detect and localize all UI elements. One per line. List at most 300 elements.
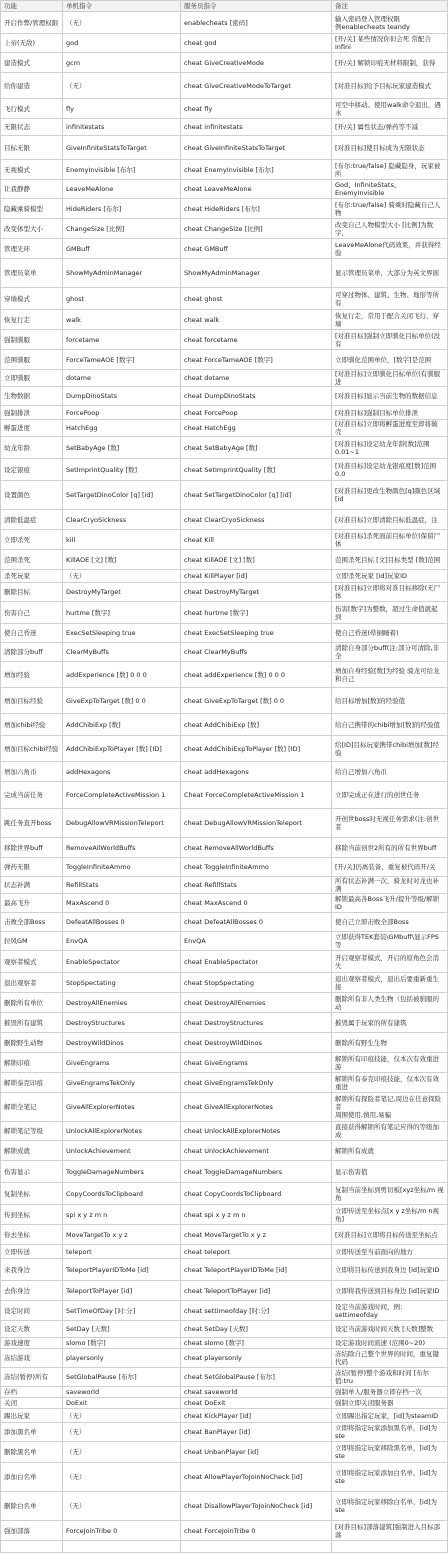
cell-single-player-command: DestroyAllEnemies [63,993,181,1013]
cell-function: 移除世界buff [1,838,63,858]
cell-notes: 设定当前游戏时间天数 [天数]整数 [332,1321,448,1338]
cell-notes: 删除所有野生生物 [332,1033,448,1053]
header-function: 功能 [1,1,63,12]
cell-notes: 可空中移动。使用walk命令退出，遇水 [332,99,448,119]
table-row [1,136,448,160]
cell-single-player-command: HatchEgg [63,420,181,437]
cell-notes: 强制单人/服务器立即存档一次 [332,1387,448,1398]
cell-server-command: cheat HideRiders [布尔] [181,199,332,219]
cell-function: 立即杀死 [1,530,63,550]
table-row [1,1053,448,1073]
cell-single-player-command: fly [63,99,181,119]
cell-server-command: cheat fly [181,99,332,119]
cell-notes: 恢复行走，常用于配合关闭飞行、穿墙 [332,310,448,330]
cell-function: 伤害自己 [1,602,63,624]
cell-function: 隐藏乘骑模型 [1,199,63,219]
cell-single-player-command: （无） [63,1423,181,1442]
table-row [1,570,448,583]
cell-server-command: cheat ClearMyBuffs [181,643,332,662]
cell-single-player-command: AddChibiExpToPlayer [数] [ID] [63,736,181,762]
table-row [1,406,448,420]
cell-server-command: cheat LeaveMeAlone [181,180,332,199]
cell-function [1,1541,63,1553]
table-row [1,1259,448,1281]
table-row [1,481,448,510]
table-row [1,1492,448,1521]
cell-server-command: cheat infinitestats [181,119,332,136]
cell-function: 弹药无限 [1,858,63,877]
cell-function: 完成当前任务 [1,782,63,809]
table-row [1,688,448,714]
cell-server-command: cheat DebugAllowVRMissionTeleport [181,809,332,838]
cell-single-player-command: infinitestats [63,119,181,136]
table-row [1,73,448,99]
table-row [1,1321,448,1338]
cell-notes: [对准目标]部落建筑]强制进入目标部落 [332,1521,448,1541]
cell-function: 设置颜色 [1,481,63,510]
table-row [1,550,448,570]
cell-server-command: cheat KillPlayer [id] [181,570,332,583]
table-row [1,437,448,459]
table-row [1,387,448,406]
cell-function: 立即传送 [1,1245,63,1259]
cell-server-command: cheat ToggleDamageNumbers [181,1161,332,1183]
table-row [1,219,448,239]
cell-single-player-command: AddChibiExp [数] [63,714,181,736]
cell-single-player-command: saveworld [63,1387,181,1398]
cell-notes: 开启观察者模式，开启的原角色会消失 [332,951,448,973]
cell-server-command: cheat CopyCoordsToClipboard [181,1183,332,1205]
cell-notes: [开/关] 解锁印痕无材料限制，获得 [332,53,448,73]
cell-single-player-command: DoExit [63,1398,181,1409]
cell-function: 解锁印痕 [1,1053,63,1073]
cell-function: 解锁全笔记 [1,1093,63,1122]
cell-single-player-command: LeaveMeAlone [63,180,181,199]
cell-server-command: cheat ForceJoinTribe 0 [181,1521,332,1541]
cell-notes: 立即将指定玩家移除白名单，[id]为ste [332,1492,448,1521]
table-row [1,239,448,259]
cell-function: 最高飞升 [1,894,63,913]
cell-notes: 解锁最高各Boss飞升/提升等级/解锁ID [332,894,448,913]
cell-server-command: cheat EnemyInvisible [布尔] [181,160,332,180]
header-single-player-command: 单机指令 [63,1,181,12]
cell-notes: 立即完成正在进行的创世任务 [332,782,448,809]
cell-single-player-command: TeleportToPlayer [id] [63,1281,181,1301]
cell-notes: 范围杀死目标 [文]目标类型 [数]范围 [332,550,448,570]
table-row [1,1521,448,1541]
table-row [1,259,448,288]
cell-function: 让我静静 [1,180,63,199]
cell-function: 增加经验 [1,662,63,688]
table-row [1,1122,448,1141]
cell-notes: [对准目标]显示当前生物的数据信息 [332,387,448,406]
cell-function: 杀死玩家 [1,570,63,583]
cell-notes: [对准目标]更改生物颜色[q]颜色区域 [id [332,481,448,510]
cell-notes: 立即将指定玩家移除黑名单，[id]为ste [332,1442,448,1463]
table-row [1,951,448,973]
cell-single-player-command: ChangeSize [比例] [63,219,181,239]
cell-single-player-command: spi x y z m n [63,1205,181,1225]
cell-notes: 退出观察者模式，退出后要重新重生接 [332,973,448,993]
cell-server-command: cheat GiveCreativeMode [181,53,332,73]
cell-notes: [开/关]仍离装备，重复被代码开/关 [332,858,448,877]
table-row [1,838,448,858]
cell-function: 拉风GM [1,932,63,951]
cell-server-command: cheat BanPlayer [id] [181,1423,332,1442]
cell-server-command: cheat StopSpectating [181,973,332,993]
cell-single-player-command: DestroyMyTarget [63,583,181,602]
cell-notes: 解锁所有成就 [332,1141,448,1161]
table-row [1,714,448,736]
cell-single-player-command: （无） [63,1409,181,1423]
cell-single-player-command: （无） [63,12,181,34]
cell-notes: [对准目标]强制立即驯化目标单位(没有 [332,330,448,350]
cell-function: 给你建造 [1,73,63,99]
cell-notes: 直接获得解锁所有笔记应得的等级加成 [332,1122,448,1141]
cell-server-command: cheat UnlockAchievement [181,1141,332,1161]
table-row [1,1349,448,1368]
cell-single-player-command: UnlockAchievement [63,1141,181,1161]
cell-notes: 给自己携带的chibi增加[数]的经验值 [332,714,448,736]
cell-notes: 立即杀死玩家 [id]玩家ID [332,570,448,583]
cell-notes: [对准目标]设定幼龙银痕度[数]范围0.0 [332,459,448,481]
cell-notes: [开/关] 某些情况你但会死 常配合infini [332,34,448,53]
cell-server-command: cheat GiveEngramsTekOnly [181,1073,332,1093]
cell-server-command: cheat spi x y z m n [181,1205,332,1225]
cell-single-player-command: DumpDinoStats [63,387,181,406]
cell-server-command: cheat MoveTargetTo x y z [181,1225,332,1245]
table-row [1,53,448,73]
cell-server-command: cheat GMBuff [181,239,332,259]
cell-server-command: cheat ForcePoop [181,406,332,420]
table-row [1,1205,448,1225]
table-row [1,1387,448,1398]
cell-server-command: cheat ToggleInfiniteAmmo [181,858,332,877]
cell-notes: 使自己昏迷(晕倒睡着) [332,624,448,643]
cell-function: 范围驯服 [1,350,63,370]
cell-single-player-command: DefeatAllBosses 0 [63,913,181,932]
table-row [1,1409,448,1423]
table-row [1,180,448,199]
table-row [1,736,448,762]
cell-notes: 立即将指定玩家添加黑名单，[id]为ste [332,1423,448,1442]
cell-notes: 立即踢出指定玩家，[id]为steamID [332,1409,448,1423]
cell-function: 增加chibi经验 [1,714,63,736]
table-row [1,420,448,437]
cell-server-command: cheat god [181,34,332,53]
cell-function: 范围杀死 [1,550,63,570]
cell-single-player-command: RefillStats [63,877,181,894]
table-row [1,160,448,180]
cell-single-player-command: ForceTameAOE [数字] [63,350,181,370]
cell-function: 状态补满 [1,877,63,894]
cell-server-command: cheat AddChibiExp [数] [181,714,332,736]
cell-single-player-command: dotame [63,370,181,387]
cell-single-player-command: ghost [63,288,181,310]
table-row [1,1463,448,1492]
table-row [1,1281,448,1301]
cell-single-player-command: GiveInfiniteStatsToTarget [63,136,181,160]
cell-single-player-command: ForceJoinTribe 0 [63,1521,181,1541]
cell-function: 游戏速度 [1,1338,63,1349]
cell-single-player-command: EnvQA [63,932,181,951]
cell-function: 删除所有单位 [1,993,63,1013]
cell-function: 强制排泄 [1,406,63,420]
table-row [1,530,448,550]
cell-function: 使自己昏迷 [1,624,63,643]
cell-notes: 立即将我传送到目标身边 [id]玩家ID [332,1281,448,1301]
table-row [1,1245,448,1259]
cell-notes: [布尔:true/false] 骑乘时隐藏自己人物 [332,199,448,219]
cell-function: 立即驯服 [1,370,63,387]
cell-server-command: ShowMyAdminManager [181,259,332,288]
cell-function: 击败全部Boss [1,913,63,932]
cell-server-command: cheat settimeofday [时:分] [181,1301,332,1321]
cell-server-command: cheat walk [181,310,332,330]
cell-server-command: cheat SetGlobalPause [布尔] [181,1368,332,1387]
cell-server-command: EnvQA [181,932,332,951]
cell-notes: 复制当前坐标到剪切板[xyz坐标/m 视角 [332,1183,448,1205]
cell-server-command: cheat ChangeSize [比例] [181,219,332,239]
cell-function: 清除部分buff [1,643,63,662]
cell-single-player-command: kill [63,530,181,550]
cell-function: 观察者模式 [1,951,63,973]
cell-notes: 冻结除自己整个世界的时间，重复键代码 [332,1349,448,1368]
cell-single-player-command: （无） [63,570,181,583]
cell-single-player-command: （无） [63,1442,181,1463]
table-row [1,34,448,53]
cell-notes [332,1541,448,1553]
cell-single-player-command: HideRiders [布尔] [63,199,181,219]
cell-notes: 强制立即关闭服务器 [332,1398,448,1409]
cell-single-player-command: MoveTargetTo x y z [63,1225,181,1245]
cell-function: 设定天数 [1,1321,63,1338]
table-row [1,877,448,894]
cell-single-player-command: addHexagons [63,762,181,782]
cell-function: 删除白名单 [1,1492,63,1521]
cell-single-player-command: gcm [63,53,181,73]
table-row [1,643,448,662]
cell-notes: God、InfiniteStats、EnemyInvisible [332,180,448,199]
cell-notes: 解锁所有探险者笔记,周边在任意探险者 周围使用,慎用,易骗 [332,1093,448,1122]
cell-notes: [开/关] 属性状态/弹药等不减 [332,119,448,136]
cell-single-player-command: SetTargetDinoColor [q] [id] [63,481,181,510]
cell-function: 穿墙模式 [1,288,63,310]
cell-single-player-command: GiveEngrams [63,1053,181,1073]
table-row [1,199,448,219]
cell-server-command: cheat SetDay [天数] [181,1321,332,1338]
table-row [1,12,448,34]
cell-single-player-command: ForcePoop [63,406,181,420]
cell-server-command: cheat DestroyMyTarget [181,583,332,602]
cell-single-player-command: ShowMyAdminManager [63,259,181,288]
cell-notes: 解锁所有泰克印痕技能，仅本次有效重进 [332,1073,448,1093]
cell-function: 增加目标经验 [1,688,63,714]
cell-function: 开启作弊/管理权限 [1,12,63,34]
cell-single-player-command: GiveExpToTarget [数] 0 0 [63,688,181,714]
cell-single-player-command: SetDay [天数] [63,1321,181,1338]
cell-server-command: cheat RefillStats [181,877,332,894]
cell-server-command: cheat KillAOE [文] [数] [181,550,332,570]
cell-notes: 移除当前创世2所有的所有世界buff [332,838,448,858]
cell-function: 踢出玩家 [1,1409,63,1423]
table-row [1,370,448,387]
table-row [1,993,448,1013]
cell-server-command: cheat AddChibiExpToPlayer [数] [ID] [181,736,332,762]
cell-function: 解锁笔记等级 [1,1122,63,1141]
cell-notes: [对准目标]立即将对准目标移除(无尸体 [332,583,448,602]
cell-single-player-command: SetGlobalPause [布尔] [63,1368,181,1387]
cell-single-player-command: RemoveAllWorldBuffs [63,838,181,858]
cell-single-player-command: GiveAllExplorerNotes [63,1093,181,1122]
cell-single-player-command: slomo [数字] [63,1338,181,1349]
cell-server-command: cheat DoExit [181,1398,332,1409]
cell-function: 飞行模式 [1,99,63,119]
cell-function: 建造模式 [1,53,63,73]
cell-notes: [对准目标]立即将目标传送至坐标点 [332,1225,448,1245]
cell-notes: 所有状态补满一次，骑龙时对龙也补满 [332,877,448,894]
cell-single-player-command: TeleportPlayerIDToMe [id] [63,1259,181,1281]
cell-notes: [对准目标]给予目标玩家建造模式 [332,73,448,99]
table-row [1,809,448,838]
cell-server-command: cheat DestroyWildDinos [181,1033,332,1053]
cell-server-command: cheat SetImprintQuality [数] [181,459,332,481]
cell-server-command: cheat AllowPlayerToJoinNoCheck [id] [181,1463,332,1492]
cell-single-player-command: ExecSetSleeping true [63,624,181,643]
cell-single-player-command: （无） [63,1463,181,1492]
cell-function: 恢复行走 [1,310,63,330]
cell-server-command: cheat SetBabyAge [数] [181,437,332,459]
cell-single-player-command: forcetame [63,330,181,350]
cell-single-player-command: ForceCompleteActiveMission 1 [63,782,181,809]
cell-notes: 开创世boss时无视任务需求(注:创世者 [332,809,448,838]
cell-single-player-command: ClearMyBuffs [63,643,181,662]
table-row [1,1033,448,1053]
cell-single-player-command: KillAOE [文] [数] [63,550,181,570]
table-row [1,1368,448,1387]
cell-single-player-command: （无） [63,73,181,99]
cell-notes: 显示管理员菜单，大部分为英文界面 [332,259,448,288]
cell-function: 强制驯服 [1,330,63,350]
cell-notes: [对准目标]设定幼龙年龄[数]范围0.01~1 [332,437,448,459]
cell-server-command: cheat slomo [数字] [181,1338,332,1349]
cell-server-command: cheat MaxAscend 0 [181,894,332,913]
table-row [1,1013,448,1033]
cell-server-command: cheat KickPlayer [id] [181,1409,332,1423]
cell-notes: 使自己立即击败全部Boss [332,913,448,932]
cell-single-player-command: （无） [63,1492,181,1521]
table-body [1,12,448,1553]
cell-notes: 立即获得TEK套装\GMbuff\显示FPS等 [332,932,448,951]
table-header-row [1,1,448,12]
cell-function: 增加六角币 [1,762,63,782]
table-row [1,1423,448,1442]
cell-notes: [对准目标]使目标成为无限状态 [332,136,448,160]
cell-function: 传到坐标 [1,1205,63,1225]
cell-server-command: cheat SetTargetDinoColor [q] [id] [181,481,332,510]
cell-server-command: cheat TeleportPlayerIDToMe [id] [181,1259,332,1281]
cell-server-command: cheat saveworld [181,1387,332,1398]
cell-notes: 立即将目标传送到我身边 [id]玩家ID [332,1259,448,1281]
cell-function: 复制坐标 [1,1183,63,1205]
cell-single-player-command: GMBuff [63,239,181,259]
cell-notes: [对准目标]杀死面前目标单位(保留尸体 [332,530,448,550]
header-notes: 备注 [332,1,448,12]
cell-server-command: cheat RemoveAllWorldBuffs [181,838,332,858]
cell-single-player-command: SetTimeOfDay [时:分] [63,1301,181,1321]
cell-notes: 设定游戏时间流速 (范围0~20) [332,1338,448,1349]
cell-function: 冻结游戏 [1,1349,63,1368]
table-row [1,1541,448,1553]
cell-function: 退出观察者 [1,973,63,993]
cell-single-player-command: playersonly [63,1349,181,1368]
cell-server-command: cheat UnlockAllExplorerNotes [181,1122,332,1141]
cell-function: 设定银痕 [1,459,63,481]
cell-server-command: cheat DisallowPlayerToJoinNoCheck [id] [181,1492,332,1521]
cell-server-command: cheat GiveAllExplorerNotes [181,1093,332,1122]
cell-function: 生物数据 [1,387,63,406]
cell-function: 管理光环 [1,239,63,259]
cell-function: 上帝(无敌) [1,34,63,53]
header-server-command: 服务员指令 [181,1,332,12]
table-row [1,583,448,602]
cell-function: 设定时间 [1,1301,63,1321]
cell-single-player-command: ToggleInfiniteAmmo [63,858,181,877]
cell-function: 孵蛋进度 [1,420,63,437]
cell-notes: 给目标增加[数]的经验值 [332,688,448,714]
cell-notes: 显示伤害值 [332,1161,448,1183]
cell-server-command: cheat ClearCryoSickness [181,510,332,530]
table-row [1,1338,448,1349]
cell-single-player-command: UnlockAllExplorerNotes [63,1122,181,1141]
table-row [1,973,448,993]
table-row [1,1183,448,1205]
cell-single-player-command: SetImprintQuality [数] [63,459,181,481]
cell-function: 添加黑名单 [1,1423,63,1442]
cell-single-player-command: DebugAllowVRMissionTeleport [63,809,181,838]
cell-notes: 立即传送至坐标点[x y z坐标/m n视角] [332,1205,448,1225]
cell-server-command: cheat playersonly [181,1349,332,1368]
cell-function: 解锁成就 [1,1141,63,1161]
cell-server-command: cheat forcetame [181,330,332,350]
cell-server-command: cheat dotame [181,370,332,387]
cell-server-command: cheat HatchEgg [181,420,332,437]
cell-single-player-command: GiveEngramsTekOnly [63,1073,181,1093]
cell-function: 伤害显示 [1,1161,63,1183]
cell-function: 去你身边 [1,1281,63,1301]
cell-function: 改变体型大小 [1,219,63,239]
cell-single-player-command: CopyCoordsToClipboard [63,1183,181,1205]
cell-function: 关闭 [1,1398,63,1409]
cell-notes: 清除自身部分buff(注:部分可清除,非全 [332,643,448,662]
table-row [1,1398,448,1409]
cell-single-player-command: MaxAscend 0 [63,894,181,913]
cell-notes: 给[ID]目标玩家携带chibi增加[数]经验 [332,736,448,762]
table-row [1,894,448,913]
table-row [1,119,448,136]
cell-notes: [布尔:true/false] 隐藏隐身，玩家被所 [332,160,448,180]
table-row [1,330,448,350]
cell-notes: LeaveMeAlone代码效果，并获得经验 [332,239,448,259]
cell-single-player-command: EnableSpectator [63,951,181,973]
cell-notes: 设定当前游戏时间，例：settimeofday [332,1301,448,1321]
cell-function: 增加目标chibi经验 [1,736,63,762]
table-row [1,1301,448,1321]
cell-single-player-command: ToggleDamageNumbers [63,1161,181,1183]
table-row [1,99,448,119]
table-row [1,762,448,782]
cell-notes: 摧毁属于玩家的所有建筑 [332,1013,448,1033]
